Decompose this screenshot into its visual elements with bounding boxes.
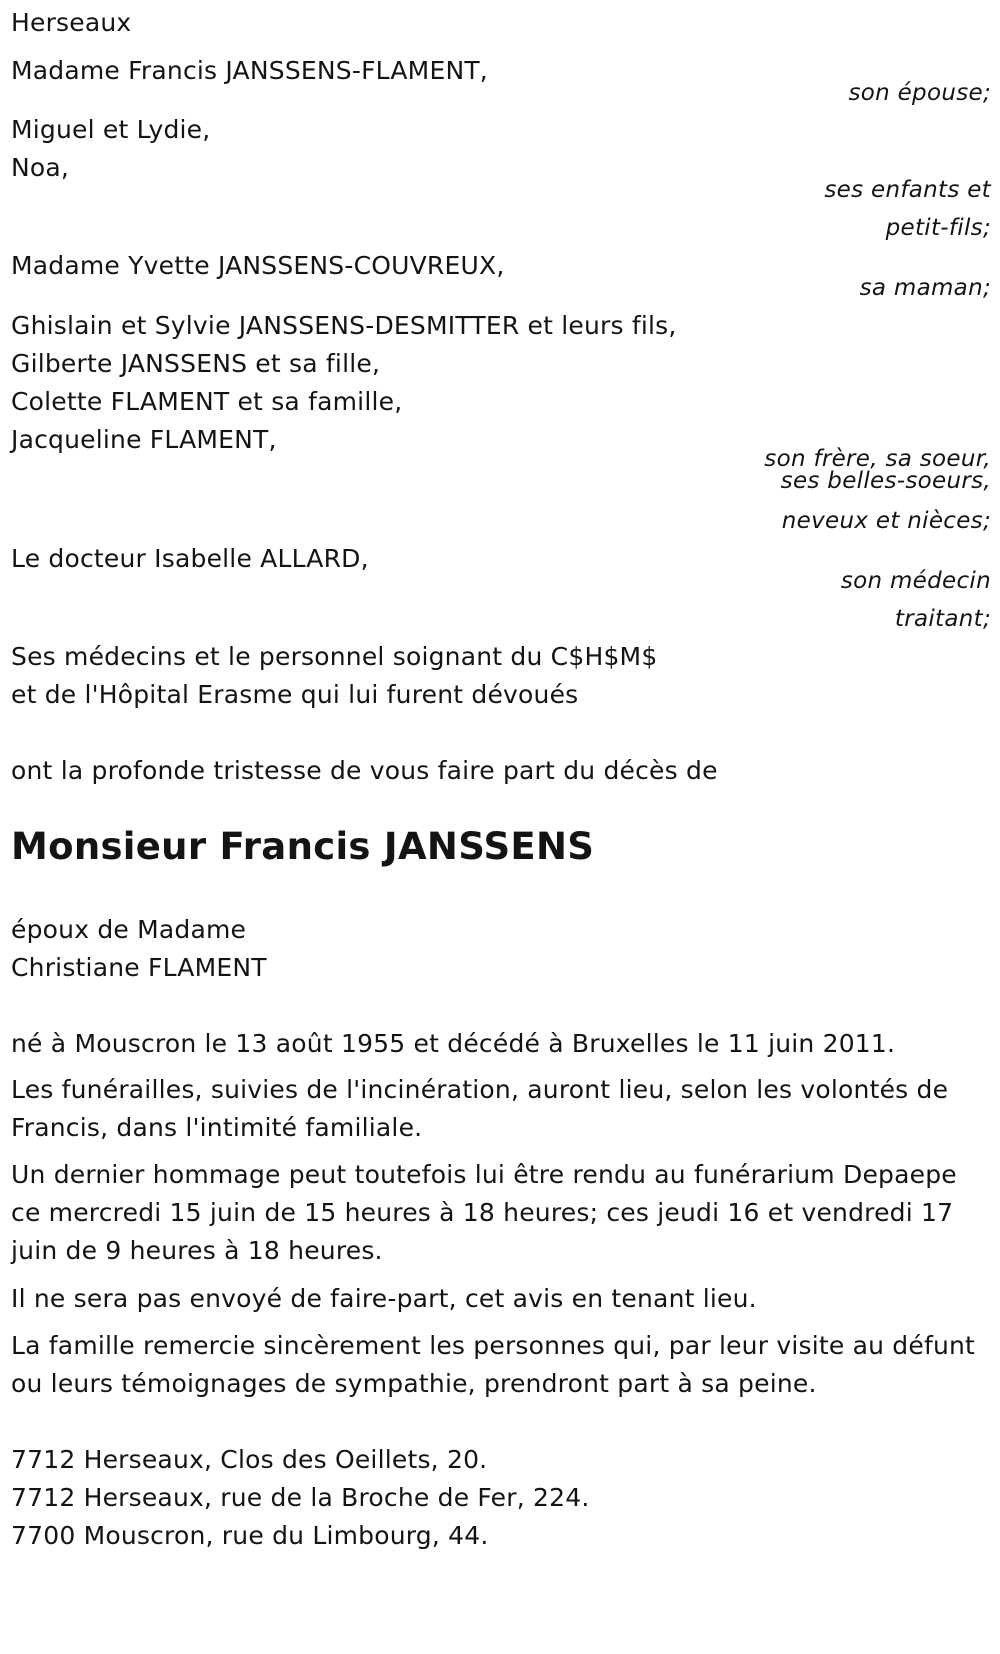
siblings-line-3: Colette FLAMENT et sa famille, xyxy=(11,387,403,416)
children-line-1: Miguel et Lydie, xyxy=(11,115,211,144)
doctor-name: Le docteur Isabelle ALLARD, xyxy=(11,544,369,573)
doctor-relation-line-2: traitant; xyxy=(894,606,991,632)
tribute-paragraph: Un dernier hommage peut toutefois lui être rendu au funérarium Depaepe ce mercredi 15 juin de 15 heures à 18 heures; ces jeudi 16 et vendredi 17 juin de 9 heures à 18 heures. xyxy=(11,1160,957,1265)
siblings-line-4: Jacqueline FLAMENT, xyxy=(11,425,277,454)
medical-staff-line-1: Ses médecins et le personnel soignant du C$H$M$ xyxy=(11,642,658,671)
doctor-relation-line-1: son médecin xyxy=(840,568,991,594)
funeral-paragraph: Les funérailles, suivies de l'incinération, auront lieu, selon les volontés de Francis, dans l'intimité familiale. xyxy=(11,1075,949,1142)
address-3: 7700 Mouscron, rue du Limbourg, 44. xyxy=(11,1521,489,1550)
no-cards-paragraph: Il ne sera pas envoyé de faire-part, cet avis en tenant lieu. xyxy=(11,1284,757,1313)
siblings-line-1: Ghislain et Sylvie JANSSENS-DESMITTER et leurs fils, xyxy=(11,311,677,340)
deceased-spouse-line-2: Christiane FLAMENT xyxy=(11,953,267,982)
children-relation-line-2: petit-fils; xyxy=(885,215,991,241)
deceased-spouse-line-1: époux de Madame xyxy=(11,915,247,944)
birth-death: né à Mouscron le 13 août 1955 et décédé à Bruxelles le 11 juin 2011. xyxy=(11,1029,896,1058)
address-1: 7712 Herseaux, Clos des Oeillets, 20. xyxy=(11,1445,488,1474)
mother-name: Madame Yvette JANSSENS-COUVREUX, xyxy=(11,251,505,280)
spouse-relation: son épouse; xyxy=(848,80,991,106)
mother-relation: sa maman; xyxy=(859,275,991,301)
thanks-paragraph: La famille remercie sincèrement les personnes qui, par leur visite au défunt ou leurs témoignages de sympathie, prendront part à sa peine. xyxy=(11,1331,976,1398)
announcement: ont la profonde tristesse de vous faire part du décès de xyxy=(11,756,718,785)
deceased-name: Monsieur Francis JANSSENS xyxy=(11,825,595,868)
children-relation-line-1: ses enfants et xyxy=(824,177,991,203)
siblings-relation-line-1: son frère, sa soeur, xyxy=(764,446,991,472)
medical-staff-line-2: et de l'Hôpital Erasme qui lui furent dévoués xyxy=(11,680,579,709)
address-2: 7712 Herseaux, rue de la Broche de Fer, 224. xyxy=(11,1483,590,1512)
children-line-2: Noa, xyxy=(11,153,70,182)
locality: Herseaux xyxy=(11,8,132,37)
siblings-relation-line-2: ses belles-soeurs, xyxy=(780,468,991,494)
siblings-relation-line-3: neveux et nièces; xyxy=(781,508,991,534)
spouse-name: Madame Francis JANSSENS-FLAMENT, xyxy=(11,56,488,85)
siblings-line-2: Gilberte JANSSENS et sa fille, xyxy=(11,349,381,378)
